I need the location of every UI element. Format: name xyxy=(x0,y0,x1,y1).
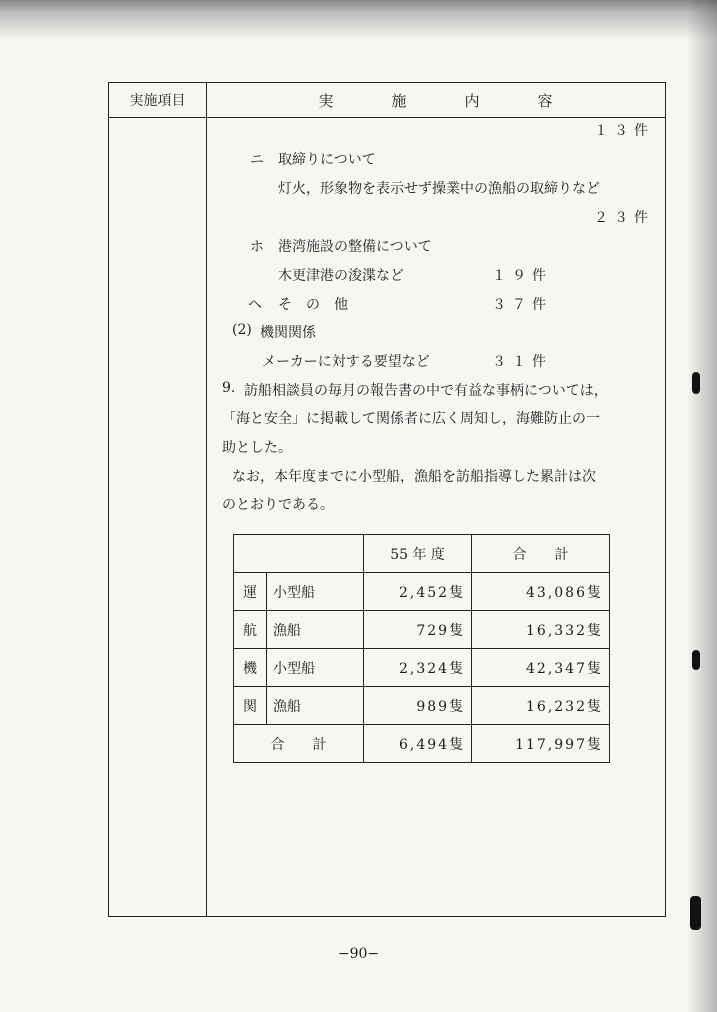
table-sum-row xyxy=(234,725,610,763)
body-text: メーカーに対する要望など xyxy=(262,354,430,370)
count-text: １９件 xyxy=(492,268,552,284)
table-row xyxy=(234,687,610,725)
row-label xyxy=(267,611,364,649)
total-value: 16,232隻 xyxy=(472,687,610,725)
group-label: 機 xyxy=(234,649,267,687)
section-title: 機関関係 xyxy=(260,325,316,341)
item-title: そ の 他 xyxy=(278,297,348,313)
content-column-header: 実施内容 xyxy=(318,91,611,110)
body-text: 木更津港の浚渫など xyxy=(278,268,404,284)
table-row xyxy=(234,573,610,611)
item-marker: ヘ xyxy=(248,297,262,313)
row-label-text: 小型船 xyxy=(273,584,315,601)
empty-header-cell xyxy=(234,535,364,573)
year-value: 2,452隻 xyxy=(364,573,472,611)
punch-hole xyxy=(692,372,700,394)
year-value: 989隻 xyxy=(364,687,472,725)
year-value: 2,324隻 xyxy=(364,649,472,687)
group-label: 関 xyxy=(234,687,267,725)
count-text: １３件 xyxy=(594,123,654,139)
total-value: 43,086隻 xyxy=(472,573,610,611)
item-number: 9. xyxy=(222,380,236,396)
table-row xyxy=(234,649,610,687)
row-label xyxy=(267,649,364,687)
group-label: 航 xyxy=(234,611,267,649)
count-text: ２３件 xyxy=(594,210,654,226)
count-text: ３７件 xyxy=(492,297,552,313)
punch-hole xyxy=(690,896,701,930)
row-label xyxy=(267,573,364,611)
item-title: 取締りについて xyxy=(278,152,376,168)
row-label-text: 小型船 xyxy=(273,660,315,677)
scan-shadow xyxy=(0,0,717,40)
paragraph-line: 訪船相談員の毎月の報告書の中で有益な事柄については， xyxy=(244,383,608,399)
punch-hole xyxy=(692,650,700,670)
total-value: 42,347隻 xyxy=(472,649,610,687)
row-label xyxy=(267,687,364,725)
item-marker: ホ xyxy=(250,239,264,255)
count-text: ３１件 xyxy=(492,354,552,370)
row-label-text: 漁船 xyxy=(273,698,301,715)
item-column-header: 実施項目 xyxy=(129,93,186,109)
table-row xyxy=(234,611,610,649)
statistics-table xyxy=(233,534,610,763)
item-marker: ニ xyxy=(250,152,264,168)
page-number: −90− xyxy=(337,946,380,962)
year-header: 55 年 度 xyxy=(364,535,472,573)
total-header: 合 計 xyxy=(472,535,610,573)
table-header xyxy=(109,83,665,118)
paragraph-line: なお，本年度までに小型船，漁船を訪船指導した累計は次 xyxy=(232,469,596,485)
section-marker: (2) xyxy=(232,322,252,338)
column-divider xyxy=(206,83,207,916)
year-value: 729隻 xyxy=(364,611,472,649)
report-frame xyxy=(108,82,666,917)
paragraph-line: 助とした。 xyxy=(222,440,292,456)
total-value: 16,332隻 xyxy=(472,611,610,649)
sum-year-value: 6,494隻 xyxy=(364,725,472,763)
table-header-row xyxy=(234,535,610,573)
item-title: 港湾施設の整備について xyxy=(278,239,432,255)
body-text: 灯火，形象物を表示せず操業中の漁船の取締りなど xyxy=(278,181,600,197)
scan-shadow-right xyxy=(687,0,717,1012)
sum-total-value: 117,997隻 xyxy=(472,725,610,763)
paragraph-line: 「海と安全」に掲載して関係者に広く周知し，海難防止の一 xyxy=(222,411,600,427)
row-label-text: 漁船 xyxy=(273,622,301,639)
paragraph-line: のとおりである。 xyxy=(222,497,334,513)
group-label: 運 xyxy=(234,573,267,611)
sum-label: 合 計 xyxy=(234,725,364,763)
